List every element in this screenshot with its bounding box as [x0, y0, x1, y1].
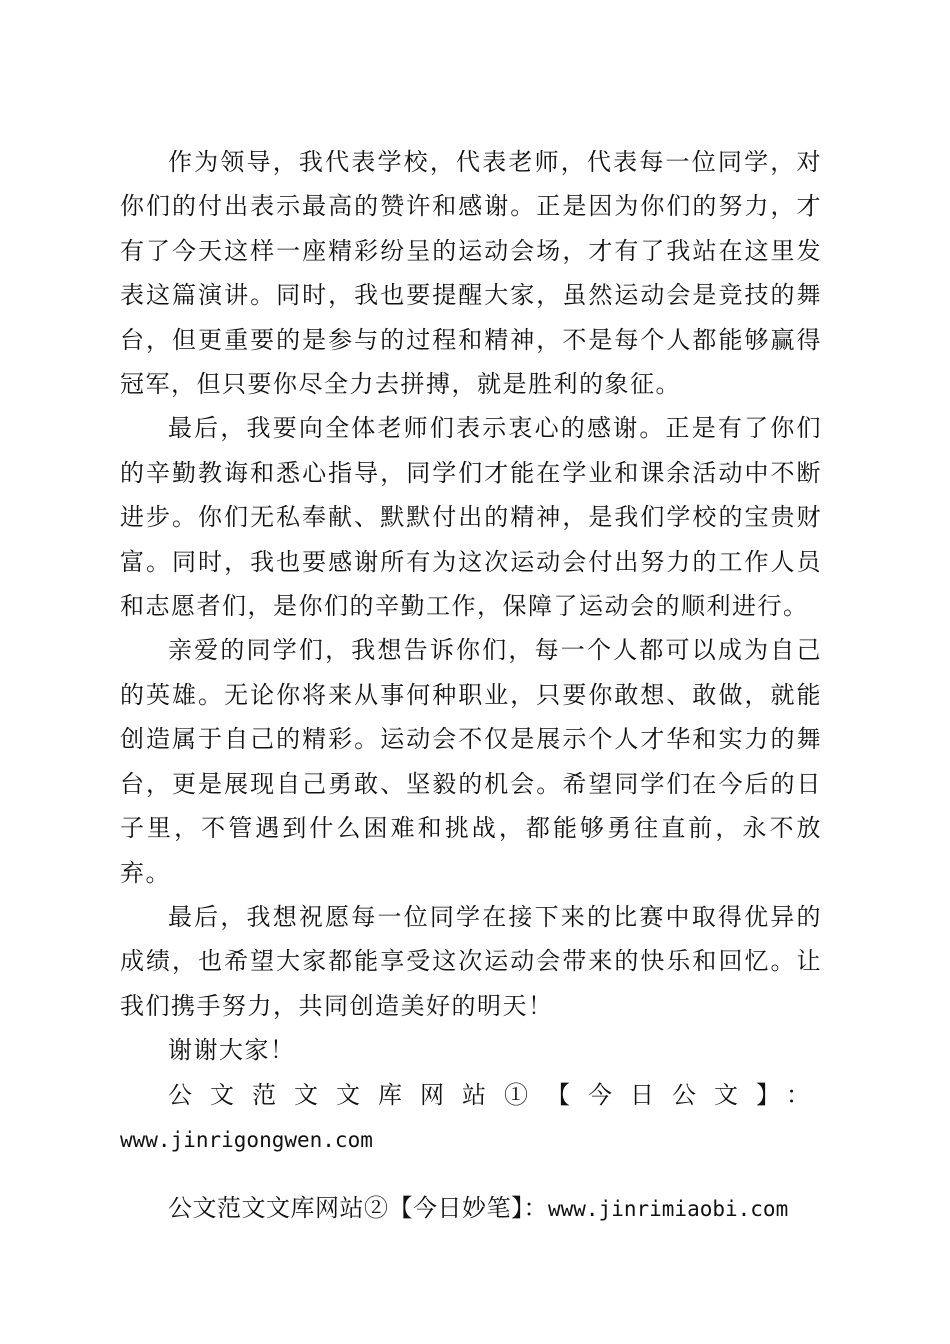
website-label-2: 公文范文文库网站②【今日妙笔】： [168, 1194, 548, 1223]
website-line-2 [120, 1186, 822, 1231]
paragraph-2: 最后，我要向全体老师们表示衷心的感谢。正是有了你们的辛勤教诲和悉心指导，同学们才能在学业和课余活动中不断进步。你们无私奉献、默默付出的精神，是我们学校的宝贵财富。同时，我也要感谢所有为这次运动会付出努力的工作人员和志愿者们，是你们的辛勤工作，保障了运动会的顺利进行。 [120, 414, 822, 621]
website-url-1[interactable]: www.jinrigongwen.com [120, 1127, 373, 1152]
document-body [120, 140, 822, 1256]
closing-thanks: 谢谢大家！ [168, 1036, 296, 1065]
paragraph-1: 作为领导，我代表学校，代表老师，代表每一位同学，对你们的付出表示最高的赞许和感谢。正是因为你们的努力，才有了今天这样一座精彩纷呈的运动会场，才有了我站在这里发表这篇演讲。同时，我也要提醒大家，虽然运动会是竞技的舞台，但更重要的是参与的过程和精神，不是每个人都能够赢得冠军，但只要你尽全力去拼搏，就是胜利的象征。 [120, 148, 822, 399]
paragraph-4: 最后，我想祝愿每一位同学在接下来的比赛中取得优异的成绩，也希望大家都能享受这次运动会带来的快乐和回忆。让我们携手努力，共同创造美好的明天！ [120, 902, 822, 1020]
website-label-1: 公文范文文库网站①【今日公文】： [168, 1080, 822, 1109]
website-line-1 [120, 1073, 822, 1163]
website-url-2[interactable]: www.jinrimiaobi.com [548, 1197, 789, 1222]
paragraph-3: 亲爱的同学们，我想告诉你们，每一个人都可以成为自己的英雄。无论你将来从事何种职业，只要你敢想、敢做，就能创造属于自己的精彩。运动会不仅是展示个人才华和实力的舞台，更是展现自己勇敢、坚毅的机会。希望同学们在今后的日子里，不管遇到什么困难和挑战，都能够勇往直前，永不放弃。 [120, 636, 822, 887]
